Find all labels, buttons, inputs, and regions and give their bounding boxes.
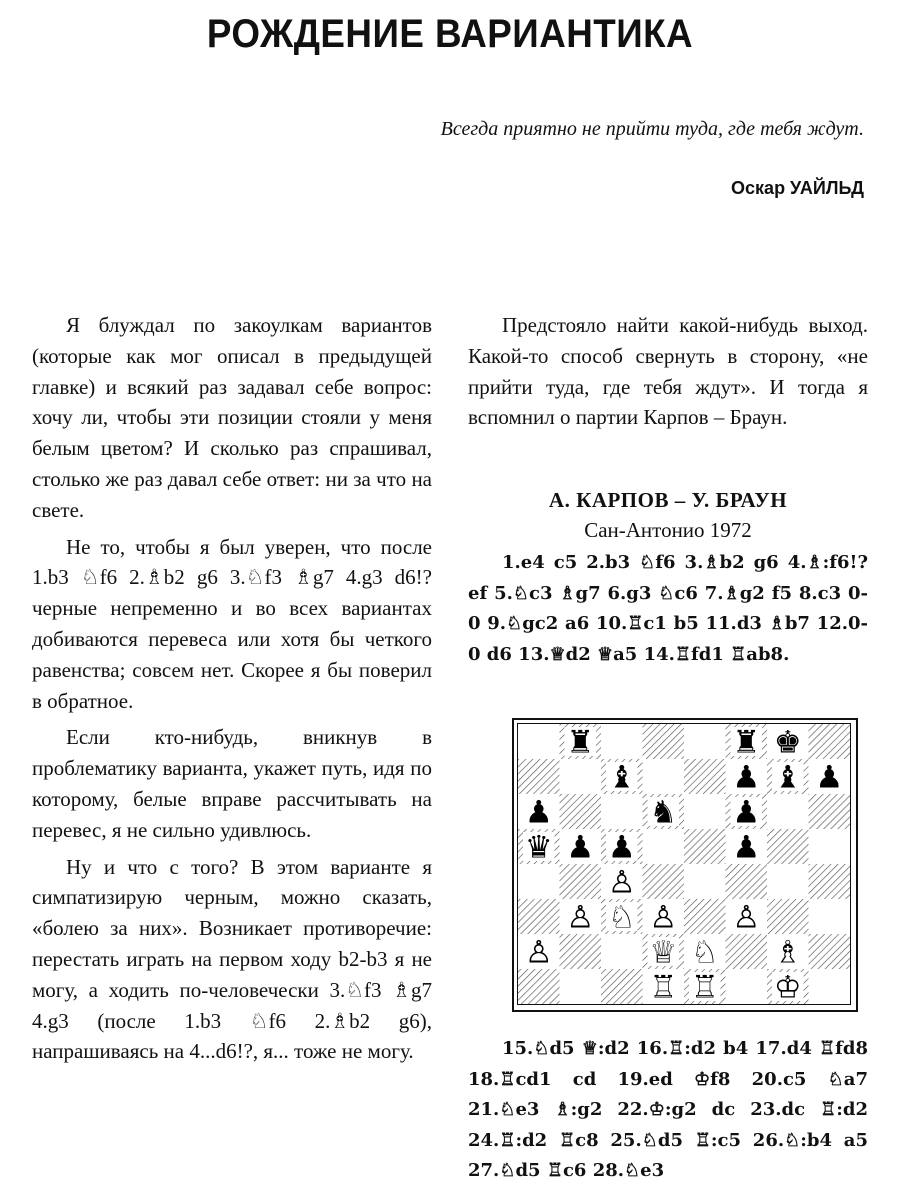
dark-square [726,864,768,899]
epigraph-author: Оскар УАЙЛЬД [731,178,864,198]
light-square [601,934,643,969]
dark-square [601,969,643,1004]
white-pawn-icon: ♙ [649,899,678,936]
dark-square [560,934,602,969]
dark-square [684,899,726,934]
paragraph: Ну и что с того? В этом варианте я симпатизирую черным, можно сказать, «болею за них». Возникает противоречие: перестать играть на первом ходу b2-b3 я не могу, а ходить по-человечески 3.♘f3 ♗g7 4.g3 (после 1.b3 ♘f6 2.♗b2 g6), напрашиваясь на 4...d6!?, я... тоже не могу. [32,854,432,1064]
dark-square [684,829,726,864]
light-square [684,864,726,899]
epigraph: Всегда приятно не прийти туда, где тебя ждут. [440,118,864,140]
dark-square [809,864,851,899]
light-square [518,724,560,759]
light-square [809,899,851,934]
white-knight-icon: ♘ [607,899,636,936]
paragraph: Если кто-нибудь, вникнув в проблематику варианта, укажет путь, идя по которому, белые вправе рассчитывать на перевес, я не сильно удивлюсь. [32,725,432,842]
light-square [767,794,809,829]
dark-square [643,864,685,899]
black-pawn-icon: ♟ [732,829,761,866]
black-pawn-icon: ♟ [732,794,761,831]
black-king-icon: ♚ [773,724,802,761]
game-moves-before: 1.e4 c5 2.b3 ♘f6 3.♗b2 g6 4.♗:f6!? ef 5.♘c3 ♗g7 6.g3 ♘c6 7.♗g2 f5 8.c3 0-0 9.♘gc2 a6 10.♖c1 b5 11.d3 ♗b7 12.0-0 d6 13.♕d2 ♕a5 14.♖fd1 ♖ab8. [468,552,868,665]
white-rook-icon: ♖ [649,969,678,1004]
black-rook-icon: ♜ [566,724,595,761]
black-pawn-icon: ♟ [566,829,595,866]
white-pawn-icon: ♙ [524,934,553,971]
light-square [643,759,685,794]
black-pawn-icon: ♟ [607,829,636,866]
light-square [684,794,726,829]
chapter-title: РОЖДЕНИЕ ВАРИАНТИКА [206,12,694,56]
light-square [767,864,809,899]
dark-square [643,724,685,759]
light-square [560,759,602,794]
dark-square [809,724,851,759]
dark-square [767,829,809,864]
light-square [809,829,851,864]
light-square [560,969,602,1004]
dark-square [809,794,851,829]
game-event: Сан-Антонио 1972 [584,518,752,542]
black-pawn-icon: ♟ [732,759,761,796]
chess-board [518,724,850,1004]
white-knight-icon: ♘ [690,934,719,971]
white-pawn-icon: ♙ [566,899,595,936]
dark-square [560,864,602,899]
black-bishop-icon: ♝ [773,759,802,796]
white-bishop-icon: ♗ [773,934,802,971]
black-pawn-icon: ♟ [524,794,553,831]
game-moves-after: 15.♘d5 ♕:d2 16.♖:d2 b4 17.d4 ♖fd8 18.♖cd1 cd 19.ed ♔f8 20.c5 ♘a7 21.♘e3 ♗:g2 22.♔:g2 dc 23.dc ♖:d2 24.♖:d2 ♖c8 25.♘d5 ♖:c5 26.♘:b4 a5 27.♘d5 ♖c6 28.♘e3 [468,1038,868,1181]
chess-diagram [512,718,858,1012]
light-square [601,794,643,829]
black-pawn-icon: ♟ [815,759,844,796]
dark-square [684,759,726,794]
dark-square [518,969,560,1004]
dark-square [726,934,768,969]
black-knight-icon: ♞ [649,794,678,831]
black-rook-icon: ♜ [732,724,761,761]
white-queen-icon: ♕ [649,934,678,971]
white-rook-icon: ♖ [690,969,719,1004]
black-queen-icon: ♛ [524,829,553,866]
paragraph: Я блуждал по закоулкам вариантов (которые как мог описал в предыдущей главке) и всякий раз задавал себе вопрос: хочу ли, чтобы эти позиции стояли у меня белым цветом? И сколько раз спрашивал, столько же раз давал себе ответ: ни за что на свете. [32,313,432,522]
paragraph: Предстояло найти какой-нибудь выход. Какой-то способ свернуть в сторону, «не прийти туда, где тебя ждут». И тогда я вспомнил о партии Карпов – Браун. [468,313,868,430]
dark-square [767,899,809,934]
dark-square [518,899,560,934]
light-square [643,829,685,864]
white-pawn-icon: ♙ [607,864,636,901]
light-square [601,724,643,759]
right-column-intro [468,310,868,433]
dark-square [518,759,560,794]
dark-square [809,934,851,969]
dark-square [560,794,602,829]
left-column [32,310,432,1067]
light-square [809,969,851,1004]
game-players: А. КАРПОВ – У. БРАУН [548,488,788,512]
black-bishop-icon: ♝ [607,759,636,796]
white-pawn-icon: ♙ [732,899,761,936]
paragraph: Не то, чтобы я был уверен, что после 1.b3 ♘f6 2.♗b2 g6 3.♘f3 ♗g7 4.g3 d6!? черные непременно и во всех вариантах добиваются перевеса или хотя бы четкого равенства; совсем нет. Скорее я бы поверил в обратное. [32,534,432,713]
light-square [684,724,726,759]
white-king-icon: ♔ [773,969,802,1004]
light-square [726,969,768,1004]
light-square [518,864,560,899]
